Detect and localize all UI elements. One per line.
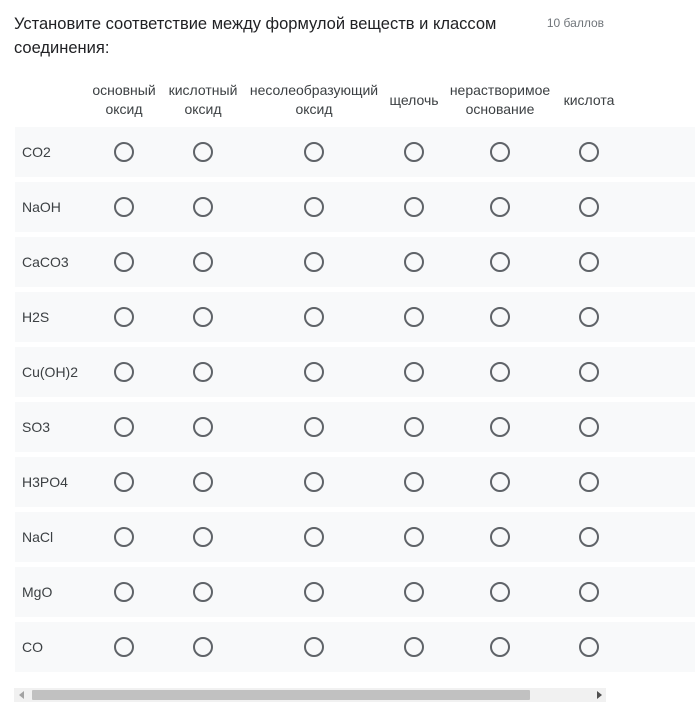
radio-button[interactable] [404, 362, 424, 382]
radio-button[interactable] [304, 252, 324, 272]
radio-button[interactable] [579, 527, 599, 547]
horizontal-scrollbar[interactable] [14, 688, 606, 702]
radio-button[interactable] [579, 307, 599, 327]
radio-button[interactable] [579, 142, 599, 162]
radio-button[interactable] [304, 142, 324, 162]
radio-button[interactable] [114, 637, 134, 657]
radio-button[interactable] [579, 582, 599, 602]
scroll-right-arrow-icon[interactable] [592, 688, 606, 702]
column-header-5: кислота [563, 91, 615, 108]
radio-button[interactable] [114, 307, 134, 327]
grid-row [15, 567, 695, 617]
row-label: CO [22, 639, 43, 655]
scrollbar-thumb[interactable] [32, 690, 530, 700]
radio-button[interactable] [114, 252, 134, 272]
radio-button[interactable] [490, 307, 510, 327]
radio-button[interactable] [490, 637, 510, 657]
row-label: MgO [22, 584, 53, 600]
column-header-2: несолеобразующий оксид [249, 82, 379, 117]
radio-button[interactable] [193, 197, 213, 217]
radio-button[interactable] [490, 252, 510, 272]
radio-button[interactable] [490, 142, 510, 162]
grid-row [15, 622, 695, 672]
radio-button[interactable] [579, 417, 599, 437]
row-label: H2S [22, 309, 50, 325]
radio-button[interactable] [304, 197, 324, 217]
radio-button[interactable] [404, 637, 424, 657]
radio-button[interactable] [304, 472, 324, 492]
radio-button[interactable] [193, 417, 213, 437]
radio-button[interactable] [579, 637, 599, 657]
radio-button[interactable] [490, 417, 510, 437]
grid-row [15, 127, 695, 177]
radio-button[interactable] [579, 252, 599, 272]
row-label: NaOH [22, 199, 61, 215]
radio-button[interactable] [404, 197, 424, 217]
radio-button[interactable] [404, 307, 424, 327]
row-label: Cu(OH)2 [22, 364, 79, 380]
radio-button[interactable] [193, 527, 213, 547]
radio-button[interactable] [114, 472, 134, 492]
radio-button[interactable] [114, 417, 134, 437]
grid-row [15, 237, 695, 287]
radio-button[interactable] [579, 362, 599, 382]
radio-button[interactable] [304, 362, 324, 382]
row-label: H3PO4 [22, 474, 68, 490]
radio-button[interactable] [404, 417, 424, 437]
radio-button[interactable] [193, 307, 213, 327]
radio-button[interactable] [304, 417, 324, 437]
radio-button[interactable] [404, 582, 424, 602]
radio-button[interactable] [304, 527, 324, 547]
radio-button[interactable] [304, 582, 324, 602]
radio-button[interactable] [193, 472, 213, 492]
row-label: SO3 [22, 419, 51, 435]
radio-button[interactable] [114, 582, 134, 602]
radio-button[interactable] [404, 142, 424, 162]
choice-grid-content [15, 74, 695, 674]
grid-row [15, 402, 695, 452]
radio-button[interactable] [490, 362, 510, 382]
radio-button[interactable] [579, 197, 599, 217]
grid-row [15, 292, 695, 342]
radio-button[interactable] [193, 142, 213, 162]
scroll-left-arrow-icon[interactable] [14, 688, 28, 702]
radio-button[interactable] [490, 197, 510, 217]
choice-grid [15, 74, 615, 674]
row-label: NaCl [22, 529, 54, 545]
radio-button[interactable] [490, 472, 510, 492]
radio-button[interactable] [193, 637, 213, 657]
radio-button[interactable] [404, 252, 424, 272]
radio-button[interactable] [114, 527, 134, 547]
grid-row [15, 182, 695, 232]
column-header-3: щелочь [389, 91, 439, 108]
radio-button[interactable] [193, 362, 213, 382]
row-label: CaCO3 [22, 254, 69, 270]
question-title: Установите соответствие между формулой веществ и классом соединения: [14, 15, 497, 57]
radio-button[interactable] [193, 252, 213, 272]
column-header-4: нерастворимое основание [449, 82, 551, 117]
grid-row [15, 512, 695, 562]
radio-button[interactable] [114, 197, 134, 217]
radio-button[interactable] [304, 637, 324, 657]
grid-row [15, 347, 695, 397]
radio-button[interactable] [304, 307, 324, 327]
column-header-1: кислотный оксид [168, 82, 238, 117]
radio-button[interactable] [579, 472, 599, 492]
radio-button[interactable] [490, 527, 510, 547]
row-label: CO2 [22, 144, 51, 160]
column-header-0: основный оксид [92, 82, 156, 117]
radio-button[interactable] [490, 582, 510, 602]
radio-button[interactable] [193, 582, 213, 602]
points-label: 10 баллов [546, 16, 604, 30]
radio-button[interactable] [114, 142, 134, 162]
radio-button[interactable] [404, 527, 424, 547]
radio-button[interactable] [114, 362, 134, 382]
radio-button[interactable] [404, 472, 424, 492]
grid-row [15, 457, 695, 507]
